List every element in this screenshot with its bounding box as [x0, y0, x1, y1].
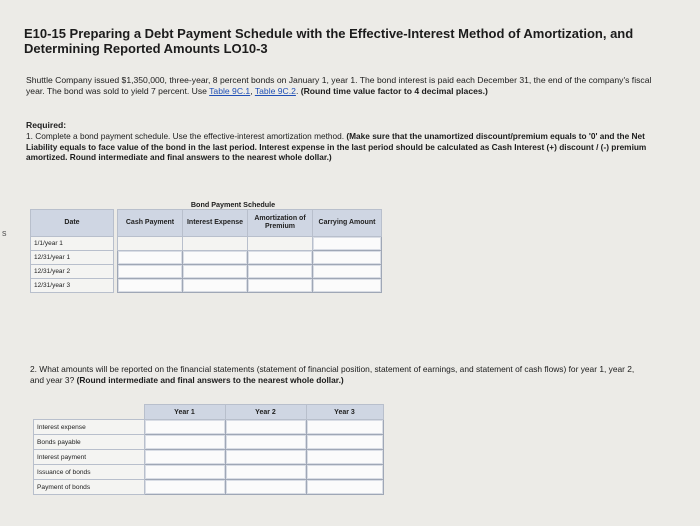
row-label-payment-of-bonds: Payment of bonds	[34, 480, 145, 495]
schedule-interest-expense-input[interactable]	[183, 251, 248, 265]
schedule-cash-payment-input[interactable]	[118, 265, 183, 279]
schedule-date: 1/1/year 1	[31, 237, 114, 251]
header-interest-expense: Interest Expense	[183, 210, 248, 237]
amounts-row	[34, 420, 384, 435]
row-label-bonds-payable: Bonds payable	[34, 435, 145, 450]
intro-text: Shuttle Company issued $1,350,000, three-year, 8 percent bonds on January 1, year 1. The bond interest is paid each December 31, the end of the company's fiscal year. The bond was sold to yield 7 percent. Use	[26, 75, 652, 96]
amounts-header-row	[34, 405, 384, 420]
schedule-amortization-input[interactable]	[248, 265, 313, 279]
schedule-cash-payment-blank	[118, 237, 183, 251]
row-label-issuance-of-bonds: Issuance of bonds	[34, 465, 145, 480]
schedule-row	[31, 265, 382, 279]
header-carrying-amount: Carrying Amount	[313, 210, 382, 237]
amounts-row	[34, 480, 384, 495]
table-9c2-link[interactable]: Table 9C.2	[254, 85, 296, 96]
margin-mark: s	[2, 228, 7, 238]
problem-intro	[26, 75, 662, 96]
amounts-row	[34, 450, 384, 465]
schedule-date: 12/31/year 3	[31, 279, 114, 293]
schedule-interest-expense-blank	[183, 237, 248, 251]
schedule-cash-payment-input[interactable]	[118, 279, 183, 293]
interest-payment-year-2-input[interactable]	[225, 450, 306, 465]
question-2	[30, 364, 650, 385]
issuance-of-bonds-year-3-input[interactable]	[306, 465, 383, 480]
interest-payment-year-3-input[interactable]	[306, 450, 383, 465]
payment-of-bonds-year-1-input[interactable]	[144, 480, 225, 495]
bonds-payable-year-1-input[interactable]	[144, 435, 225, 450]
header-year-2: Year 2	[225, 405, 306, 420]
schedule-interest-expense-input[interactable]	[183, 279, 248, 293]
header-year-3: Year 3	[306, 405, 383, 420]
amounts-row	[34, 465, 384, 480]
required-item-1-text: 1. Complete a bond payment schedule. Use the effective-interest amortization method.	[26, 131, 347, 141]
rounding-note: (Round time value factor to 4 decimal places.)	[300, 85, 488, 96]
page-title: E10-15 Preparing a Debt Payment Schedule with the Effective-Interest Method of Amortization, and Determining Reported Amounts LO10-3	[24, 26, 634, 56]
row-label-interest-expense: Interest expense	[34, 420, 145, 435]
issuance-of-bonds-year-2-input[interactable]	[225, 465, 306, 480]
schedule-interest-expense-input[interactable]	[183, 265, 248, 279]
bond-payment-schedule	[30, 209, 382, 293]
question-2-instructions: (Round intermediate and final answers to the nearest whole dollar.)	[76, 374, 344, 385]
required-item-1-instructions: (Make sure that the unamortized discount/premium equals to '0' and the Net Liability equals to face value of the bond in the last period. Interest expense in the last period should be calculated as Cash Interest (+) discount / (-) premium amortized. Round intermediate and final answers to the nearest whole dollar.)	[26, 131, 647, 162]
bonds-payable-year-3-input[interactable]	[306, 435, 383, 450]
interest-payment-year-1-input[interactable]	[144, 450, 225, 465]
row-label-interest-payment: Interest payment	[34, 450, 145, 465]
schedule-row	[31, 279, 382, 293]
question-2-text: 2. What amounts will be reported on the financial statements (statement of financial position, statement of earnings, and statement of cash flows) for year 1, year 2, and year 3?	[30, 364, 635, 385]
interest-expense-year-2-input[interactable]	[225, 420, 306, 435]
header-date: Date	[31, 210, 114, 237]
reported-amounts-table	[33, 404, 384, 495]
intro-period: .	[295, 85, 301, 96]
amounts-row	[34, 435, 384, 450]
payment-of-bonds-year-2-input[interactable]	[225, 480, 306, 495]
header-year-1: Year 1	[144, 405, 225, 420]
schedule-caption: Bond Payment Schedule	[190, 200, 276, 209]
interest-expense-year-1-input[interactable]	[144, 420, 225, 435]
schedule-carrying-amount-input[interactable]	[313, 265, 382, 279]
header-cash-payment: Cash Payment	[118, 210, 183, 237]
schedule-row	[31, 251, 382, 265]
schedule-amortization-blank	[248, 237, 313, 251]
schedule-date: 12/31/year 1	[31, 251, 114, 265]
issuance-of-bonds-year-1-input[interactable]	[144, 465, 225, 480]
table-9c1-link[interactable]: Table 9C.1	[209, 85, 251, 96]
interest-expense-year-3-input[interactable]	[306, 420, 383, 435]
schedule-cash-payment-input[interactable]	[118, 251, 183, 265]
schedule-amortization-input[interactable]	[248, 279, 313, 293]
schedule-header-row	[31, 210, 382, 237]
schedule-row	[31, 237, 382, 251]
schedule-carrying-amount-input[interactable]	[313, 279, 382, 293]
link-separator: ,	[250, 85, 255, 96]
payment-of-bonds-year-3-input[interactable]	[306, 480, 383, 495]
amounts-corner	[34, 405, 145, 420]
schedule-amortization-input[interactable]	[248, 251, 313, 265]
schedule-carrying-amount-input[interactable]	[313, 251, 382, 265]
required-item-1	[26, 131, 660, 163]
schedule-carrying-amount-input[interactable]	[313, 237, 382, 251]
required-heading: Required:	[26, 120, 67, 130]
bonds-payable-year-2-input[interactable]	[225, 435, 306, 450]
schedule-date: 12/31/year 2	[31, 265, 114, 279]
header-amortization-of-premium: Amortization of Premium	[248, 210, 313, 237]
